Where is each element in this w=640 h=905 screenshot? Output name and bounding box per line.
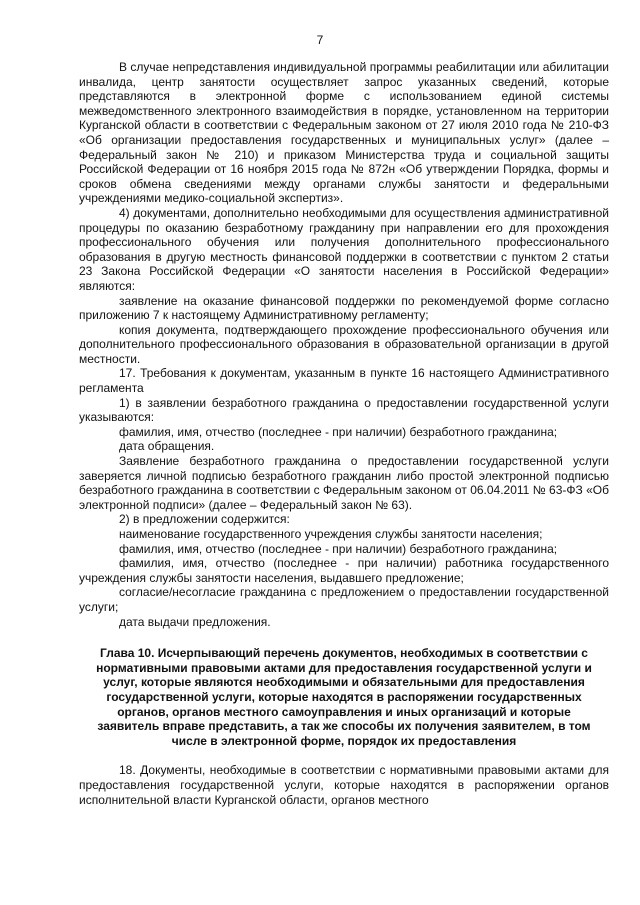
paragraph-financial-support-application: заявление на оказание финансовой поддержки по рекомендуемой форме согласно приложению 7 к настоящему Административному регламенту;: [79, 293, 609, 323]
paragraph-agency-name: наименование государственного учреждения службы занятости населения;: [119, 527, 543, 541]
paragraph-request-date: дата обращения.: [119, 439, 215, 454]
page-number: 7: [316, 33, 324, 47]
paragraph-signature: Заявление безработного гражданина о предоставлении государственной услуги заверяется личной подписью безработного гражданин либо простой электронной подписью безработного гражданина в соответствии с Федеральным законом от 06.04.2011 № 63-ФЗ «Об электронной подписи» (далее – Федеральный закон № 63).: [79, 454, 609, 512]
paragraph-full-name: фамилия, имя, отчество (последнее - при наличии) безработного гражданина;: [119, 424, 558, 439]
paragraph-item-17-requirements: 17. Требования к документам, указанным в пункте 16 настоящего Административного регламента: [79, 366, 609, 396]
paragraph-consent: согласие/несогласие гражданина с предложением о предоставлении государственной услуги;: [79, 585, 609, 614]
paragraph-item-4-documents: 4) документами, дополнительно необходимыми для осуществления административной процедуры по оказанию безработному гражданину при направлении его для прохождения профессионального обучения или получения дополнительного профессионального образования в другую местность финансовой поддержки в соответствии с пунктом 2 статьи 23 Закона Российской Федерации «О занятости населения в Российской Федерации» являются:: [79, 205, 609, 293]
paragraph-citizen-name: фамилия, имя, отчество (последнее - при наличии) безработного гражданина;: [119, 541, 558, 556]
paragraph-employee-name: фамилия, имя, отчество (последнее - при наличии) работника государственного учреждения службы занятости населения, выдавшего предложение;: [79, 556, 609, 585]
paragraph-application-contents: 1) в заявлении безработного гражданина о предоставлении государственной услуги указываются:: [79, 395, 609, 425]
document-body: [79, 60, 609, 807]
paragraph-ipra-request: В случае непредставления индивидуальной программы реабилитации или абилитации инвалида, центр занятости осуществляет запрос указанных сведений, которые представляются в электронной форме с использованием единой системы межведомственного электронного взаимодействия в порядке, установленном на территории Курганской области в соответствии с Федеральным законом от 27 июля 2010 года № 210-ФЗ «Об организации предоставления государственных и муниципальных услуг» (далее – Федеральный закон № 210) и приказом Министерства труда и социальной защиты Российской Федерации от 16 ноября 2015 года № 872н «Об утверждении Порядка, формы и сроков обмена сведениями между органами службы занятости и федеральными учреждениями медико-социальной экспертиз».: [79, 60, 609, 206]
paragraph-offer-contents: 2) в предложении содержится:: [119, 512, 290, 527]
paragraph-offer-date: дата выдачи предложения.: [119, 614, 271, 629]
paragraph-item-18: 18. Документы, необходимые в соответствии с нормативными правовыми актами для предоставления государственной услуги, которые находятся в распоряжении органов исполнительной власти Курганской области, органов местного: [79, 763, 609, 807]
paragraph-document-copy: копия документа, подтверждающего прохождение профессионального обучения или дополнительного профессионального образования в образовательной организации в другой местности.: [79, 322, 609, 366]
chapter-10-heading: Глава 10. Исчерпывающий перечень документов, необходимых в соответствии с нормативными правовыми актами для предоставления государственной услуги и услуг, которые являются необходимыми и обязательными для предоставления государственной услуги, которые находятся в распоряжении государственных органов, органов местного самоуправления и иных организаций и которые заявитель вправе представить, а так же способы их получения заявителем, в том числе в электронной форме, порядок их предоставления: [96, 646, 592, 748]
